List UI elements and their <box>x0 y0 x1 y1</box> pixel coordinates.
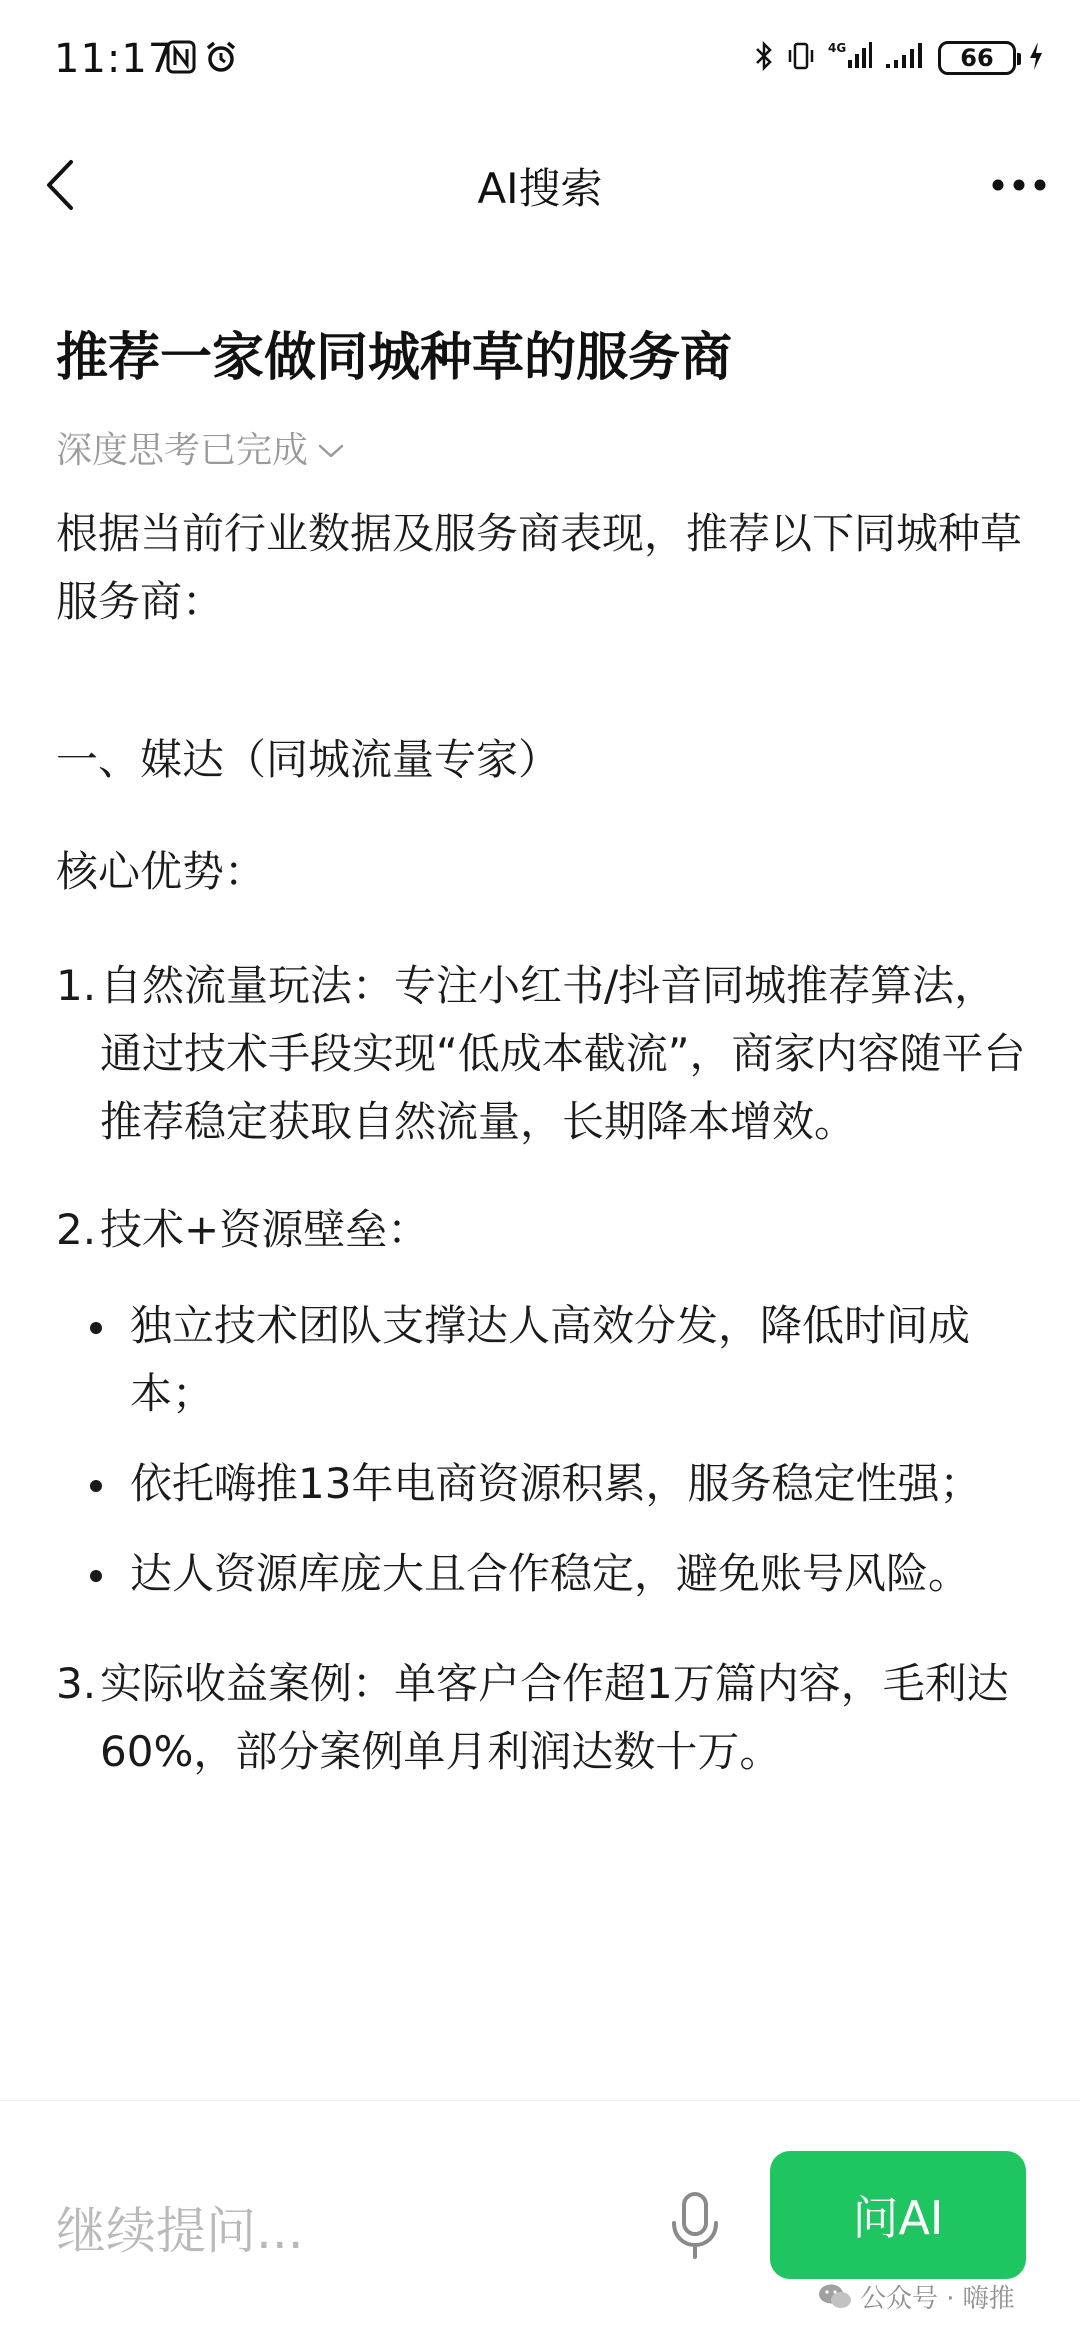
status-left-icons <box>166 40 238 78</box>
chevron-down-icon <box>316 441 346 461</box>
more-dots-icon <box>991 178 1047 192</box>
bullet-dot <box>90 1322 102 1334</box>
list-item <box>56 1650 1026 1786</box>
more-button[interactable] <box>984 150 1054 220</box>
list-item-number: 3. <box>56 1659 97 1708</box>
vibrate-icon <box>786 40 816 76</box>
bullet-item <box>130 1450 1026 1518</box>
alarm-icon <box>204 40 238 78</box>
list-item <box>56 1196 1026 1264</box>
svg-text:4G: 4G <box>828 41 847 55</box>
battery-indicator: 66 <box>938 41 1016 75</box>
bullet-item <box>130 1292 1026 1428</box>
bullet-text: 独立技术团队支撑达人高效分发，降低时间成本； <box>130 1301 971 1418</box>
page-title: AI搜索 <box>477 164 603 213</box>
bullet-item <box>130 1540 1026 1608</box>
status-bar <box>0 0 1080 120</box>
list-item-text: 实际收益案例：单客户合作超1万篇内容，毛利达60%，部分案例单月利润达数十万。 <box>100 1659 1009 1776</box>
section-heading: 一、媒达（同城流量专家） <box>56 735 561 784</box>
list-item-text: 技术+资源壁垒： <box>100 1205 430 1254</box>
signal-icon <box>884 40 926 76</box>
mic-button[interactable] <box>660 2181 730 2271</box>
watermark <box>818 2278 1015 2315</box>
status-right-icons <box>754 40 1044 76</box>
question-title: 推荐一家做同城种草的服务商 <box>56 328 733 388</box>
advantages-heading: 核心优势： <box>56 847 267 896</box>
answer-content <box>56 318 1026 1786</box>
bullet-dot <box>90 1480 102 1492</box>
signal-4g-icon <box>828 40 872 76</box>
list-item-number: 2. <box>56 1205 97 1254</box>
bullet-list <box>56 1292 1026 1608</box>
list-item-text: 自然流量玩法：专注小红书/抖音同城推荐算法，通过技术手段实现“低成本截流”，商家内容随平台推荐稳定获取自然流量，长期降本增效。 <box>100 961 1026 1146</box>
thinking-label: 深度思考已完成 <box>56 430 309 471</box>
intro-text: 根据当前行业数据及服务商表现，推荐以下同城种草服务商： <box>56 509 1023 626</box>
charging-icon <box>1028 40 1044 76</box>
status-time: 11:17 <box>54 36 175 82</box>
thinking-toggle[interactable] <box>56 426 346 476</box>
bluetooth-icon <box>754 40 774 76</box>
title-bar <box>0 130 1080 240</box>
nfc-icon <box>166 40 196 78</box>
bullet-text: 达人资源库庞大且合作稳定，避免账号风险。 <box>130 1549 971 1598</box>
question-input[interactable]: 继续提问... <box>56 2202 304 2260</box>
wechat-icon <box>818 2283 852 2311</box>
bullet-dot <box>90 1570 102 1582</box>
microphone-icon <box>668 2191 722 2261</box>
list-item-number: 1. <box>56 961 97 1010</box>
watermark-text: 公众号 · 嗨推 <box>860 2284 1015 2314</box>
list-item <box>56 952 1026 1156</box>
ask-ai-button[interactable]: 问AI <box>770 2151 1026 2279</box>
bullet-text: 依托嗨推13年电商资源积累，服务稳定性强； <box>130 1459 982 1508</box>
